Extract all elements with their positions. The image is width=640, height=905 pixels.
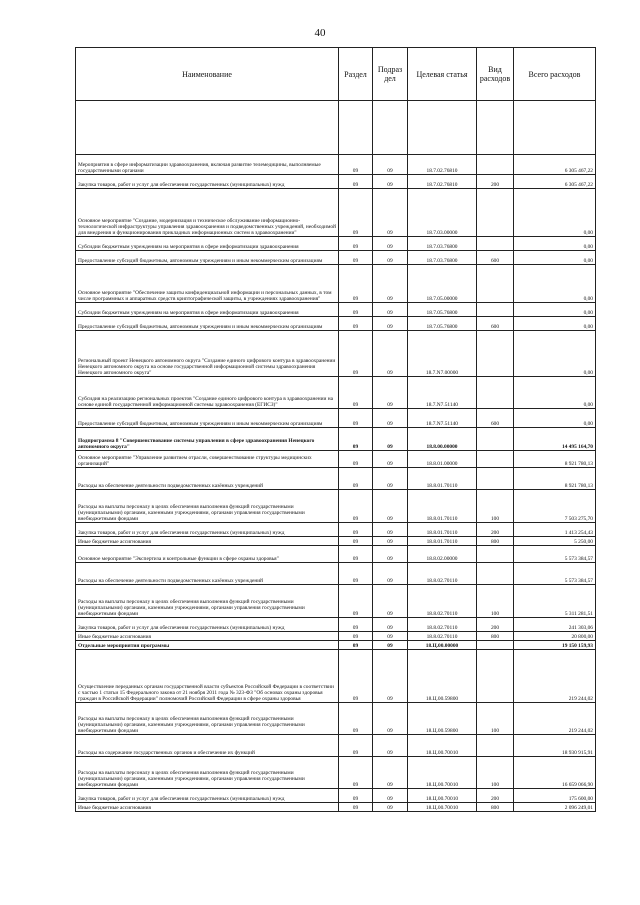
cell-vsego: 8 921 780,13 (514, 468, 596, 490)
cell-razdel: 09 (339, 735, 373, 757)
cell-razdel: 09 (339, 537, 373, 546)
cell-razdel: 09 (339, 428, 373, 451)
table-header-row (76, 48, 596, 101)
cell-celevaya: 18.7.N7.51140 (408, 377, 477, 409)
cell-razdel: 09 (339, 546, 373, 563)
cell-vsego: 241 303,06 (514, 618, 596, 632)
cell-podrazdel: 09 (373, 650, 408, 703)
cell-vsego: 14 495 164,70 (514, 428, 596, 451)
table-row (76, 189, 596, 237)
cell-name: Субсидии бюджетным учреждениям на мероприятия в сфере информатизации здравоохранения (76, 237, 339, 251)
cell-name: Региональный проект Ненецкого автономного округа "Создание единого цифрового контура в здравоохранении Ненецкого автономного округа на основе государственной информационной системы здравоохранения Ненецкого автономного округа" (76, 331, 339, 377)
cell-name: Расходы на содержание государственных органов и обеспечение их функций (76, 735, 339, 757)
cell-razdel: 09 (339, 757, 373, 789)
cell-vid (477, 563, 514, 585)
cell-podrazdel: 09 (373, 468, 408, 490)
table-row (76, 490, 596, 523)
cell-name: Основное мероприятие "Обеспечение защиты конфиденциальной информации и персональных данных, в том числе программных и аппаратных средств криптографической защиты, в учреждениях здравоохранения" (76, 265, 339, 303)
cell-podrazdel: 09 (373, 175, 408, 189)
cell-vsego: 18 930 915,91 (514, 735, 596, 757)
cell-celevaya: 18.7.05.00000 (408, 265, 477, 303)
cell-vid (477, 155, 514, 175)
cell-vsego: 0,00 (514, 189, 596, 237)
cell-vsego: 19 150 159,93 (514, 641, 596, 650)
cell-podrazdel: 09 (373, 537, 408, 546)
cell-vid: 100 (477, 585, 514, 618)
cell-vid (477, 641, 514, 650)
cell-vsego: 175 600,00 (514, 789, 596, 803)
cell-celevaya: 18.Ц.00.70010 (408, 789, 477, 803)
cell-name: Иные бюджетные ассигнования (76, 537, 339, 546)
cell-vsego: 6 305 467,22 (514, 155, 596, 175)
header-vid: Вид расходов (477, 48, 514, 101)
cell-podrazdel: 09 (373, 251, 408, 265)
cell-podrazdel: 09 (373, 585, 408, 618)
cell-vsego: 0,00 (514, 331, 596, 377)
table-row (76, 155, 596, 175)
cell-podrazdel: 09 (373, 303, 408, 317)
cell-vid (477, 265, 514, 303)
cell-vsego: 8 921 780,13 (514, 451, 596, 468)
table-row (76, 563, 596, 585)
table-row (76, 585, 596, 618)
cell-vsego: 1 413 254,43 (514, 523, 596, 537)
cell-celevaya: 18.7.03.76800 (408, 251, 477, 265)
cell-celevaya: 18.7.05.76800 (408, 317, 477, 331)
table-row (76, 641, 596, 650)
cell-celevaya: 18.Ц.00.00000 (408, 641, 477, 650)
cell-razdel: 09 (339, 251, 373, 265)
cell-razdel: 09 (339, 265, 373, 303)
cell-podrazdel: 09 (373, 641, 408, 650)
cell-name: Закупка товаров, работ и услуг для обеспечения государственных (муниципальных) нужд (76, 523, 339, 537)
cell-name: Основное мероприятие "Управление развитием отрасли, совершенствование структуры медицинских организаций" (76, 451, 339, 468)
cell-razdel: 09 (339, 303, 373, 317)
cell-podrazdel: 09 (373, 237, 408, 251)
cell-vid (477, 377, 514, 409)
cell-celevaya: 18.8.02.70110 (408, 618, 477, 632)
header-razdel: Раздел (339, 48, 373, 101)
cell-razdel: 09 (339, 331, 373, 377)
cell-podrazdel: 09 (373, 377, 408, 409)
cell-name: Расходы на обеспечение деятельности подведомственных казённых учреждений (76, 468, 339, 490)
cell-vsego: 5 311 281,51 (514, 585, 596, 618)
cell-vid (477, 650, 514, 703)
cell-celevaya: 18.7.02.76810 (408, 155, 477, 175)
cell-razdel: 09 (339, 585, 373, 618)
header-name: Наименование (76, 48, 339, 101)
cell-vsego: 0,00 (514, 409, 596, 428)
cell-podrazdel: 09 (373, 189, 408, 237)
cell-podrazdel: 09 (373, 735, 408, 757)
cell-razdel: 09 (339, 317, 373, 331)
cell-podrazdel: 09 (373, 757, 408, 789)
cell-vid (477, 331, 514, 377)
cell-razdel: 09 (339, 650, 373, 703)
header-podrazdel: Подраз дел (373, 48, 408, 101)
cell-razdel: 09 (339, 451, 373, 468)
cell-celevaya: 18.8.02.70110 (408, 632, 477, 641)
cell-name: Иные бюджетные ассигнования (76, 803, 339, 812)
cell-podrazdel: 09 (373, 703, 408, 735)
cell-podrazdel: 09 (373, 331, 408, 377)
cell-razdel: 09 (339, 618, 373, 632)
cell-razdel: 09 (339, 490, 373, 523)
cell-vid (477, 468, 514, 490)
cell-celevaya: 18.8.01.70110 (408, 537, 477, 546)
cell-name: Иные бюджетные ассигнования (76, 632, 339, 641)
cell-podrazdel: 09 (373, 155, 408, 175)
cell-vid: 800 (477, 803, 514, 812)
cell-podrazdel: 09 (373, 451, 408, 468)
cell-vsego: 219 244,02 (514, 703, 596, 735)
cell-celevaya: 18.8.01.70110 (408, 523, 477, 537)
cell-podrazdel: 09 (373, 789, 408, 803)
cell-celevaya: 18.8.02.00000 (408, 546, 477, 563)
cell-vsego: 0,00 (514, 265, 596, 303)
cell-celevaya: 18.8.01.70110 (408, 490, 477, 523)
cell-razdel: 09 (339, 563, 373, 585)
cell-name: Расходы на выплаты персоналу в целях обеспечения выполнения функций государственными (муниципальными) органами, казенными учреждениями, органами управления государственными внебюджетными фондами (76, 757, 339, 789)
table-row (76, 789, 596, 803)
table-row (76, 703, 596, 735)
cell-vid: 100 (477, 757, 514, 789)
cell-name: Предоставление субсидий бюджетным, автономным учреждениям и иным некоммерческим организациям (76, 409, 339, 428)
cell-razdel: 09 (339, 155, 373, 175)
cell-celevaya: 18.7.03.76800 (408, 237, 477, 251)
cell-podrazdel: 09 (373, 803, 408, 812)
cell-vid (477, 189, 514, 237)
cell-name: Закупка товаров, работ и услуг для обеспечения государственных (муниципальных) нужд (76, 175, 339, 189)
cell-name: Основное мероприятие "Экспертиза и контрольные функции в сфере охраны здоровья" (76, 546, 339, 563)
table-body (76, 101, 596, 812)
cell-celevaya: 18.7.02.76810 (408, 175, 477, 189)
cell-vsego: 6 305 467,22 (514, 175, 596, 189)
cell-podrazdel: 09 (373, 523, 408, 537)
cell-razdel: 09 (339, 189, 373, 237)
table-row (76, 317, 596, 331)
cell-podrazdel: 09 (373, 546, 408, 563)
budget-table (75, 47, 596, 812)
cell-vsego: 219 244,02 (514, 650, 596, 703)
cell-name: Предоставление субсидий бюджетным, автономным учреждениям и иным некоммерческим организациям (76, 317, 339, 331)
table-row (76, 331, 596, 377)
cell-vid (477, 451, 514, 468)
cell-vsego: 16 659 066,90 (514, 757, 596, 789)
table-row (76, 757, 596, 789)
cell-name: Расходы на выплаты персоналу в целях обеспечения выполнения функций государственными (муниципальными) органами, казенными учреждениями, органами управления государственными внебюджетными фондами (76, 585, 339, 618)
cell-podrazdel: 09 (373, 265, 408, 303)
cell-celevaya: 18.Ц.00.59800 (408, 703, 477, 735)
cell-razdel: 09 (339, 409, 373, 428)
cell-razdel: 09 (339, 175, 373, 189)
page-number: 40 (314, 27, 326, 39)
cell-celevaya: 18.7.N7.51140 (408, 409, 477, 428)
cell-podrazdel: 09 (373, 317, 408, 331)
table-row (76, 303, 596, 317)
cell-vid: 200 (477, 175, 514, 189)
table-row (76, 237, 596, 251)
cell-name: Закупка товаров, работ и услуг для обеспечения государственных (муниципальных) нужд (76, 789, 339, 803)
cell-name: Закупка товаров, работ и услуг для обеспечения государственных (муниципальных) нужд (76, 618, 339, 632)
cell-vid: 600 (477, 409, 514, 428)
cell-name: Расходы на выплаты персоналу в целях обеспечения выполнения функций государственными (муниципальными) органами, казенными учреждениями, органами управления государственными внебюджетными фондами (76, 703, 339, 735)
header-celevaya: Целевая статья (408, 48, 477, 101)
cell-celevaya: 18.8.01.70110 (408, 468, 477, 490)
table-row (76, 409, 596, 428)
cell-celevaya: 18.Ц.00.70010 (408, 735, 477, 757)
cell-name: Расходы на выплаты персоналу в целях обеспечения выполнения функций государственными (муниципальными) органами, казенными учреждениями, органами управления государственными внебюджетными фондами (76, 490, 339, 523)
cell-name: Отдельные мероприятия программы (76, 641, 339, 650)
cell-razdel: 09 (339, 789, 373, 803)
cell-celevaya: 18.8.02.70110 (408, 563, 477, 585)
header-vsego: Всего расходов (514, 48, 596, 101)
cell-celevaya: 18.8.01.00000 (408, 451, 477, 468)
cell-vid: 100 (477, 703, 514, 735)
cell-celevaya: 18.7.05.76800 (408, 303, 477, 317)
table-row (76, 468, 596, 490)
table-row (76, 546, 596, 563)
cell-vsego: 5 250,00 (514, 537, 596, 546)
table-row (76, 428, 596, 451)
cell-vid (477, 428, 514, 451)
cell-razdel: 09 (339, 237, 373, 251)
cell-celevaya: 18.7.03.00000 (408, 189, 477, 237)
cell-celevaya: 18.8.00.00000 (408, 428, 477, 451)
cell-vid: 200 (477, 618, 514, 632)
cell-vid: 800 (477, 632, 514, 641)
cell-vid (477, 303, 514, 317)
cell-podrazdel: 09 (373, 632, 408, 641)
table-row (76, 537, 596, 546)
cell-razdel: 09 (339, 523, 373, 537)
cell-razdel: 09 (339, 803, 373, 812)
cell-razdel: 09 (339, 641, 373, 650)
cell-celevaya: 18.7.N7.00000 (408, 331, 477, 377)
table-spacer-row (76, 101, 596, 155)
cell-celevaya: 18.Ц.00.70010 (408, 803, 477, 812)
table-row (76, 265, 596, 303)
table-row (76, 175, 596, 189)
table-row (76, 650, 596, 703)
cell-name: Предоставление субсидий бюджетным, автономным учреждениям и иным некоммерческим организациям (76, 251, 339, 265)
table-row (76, 251, 596, 265)
cell-vid (477, 735, 514, 757)
cell-podrazdel: 09 (373, 409, 408, 428)
cell-vid (477, 546, 514, 563)
cell-razdel: 09 (339, 468, 373, 490)
cell-vsego: 2 096 249,01 (514, 803, 596, 812)
cell-celevaya: 18.8.02.70110 (408, 585, 477, 618)
cell-vid: 600 (477, 317, 514, 331)
cell-podrazdel: 09 (373, 618, 408, 632)
cell-name: Расходы на обеспечение деятельности подведомственных казённых учреждений (76, 563, 339, 585)
cell-razdel: 09 (339, 377, 373, 409)
cell-vsego: 5 573 384,57 (514, 546, 596, 563)
table-row (76, 618, 596, 632)
cell-vid: 200 (477, 789, 514, 803)
table-row (76, 377, 596, 409)
cell-podrazdel: 09 (373, 563, 408, 585)
table-row (76, 523, 596, 537)
cell-vid: 200 (477, 523, 514, 537)
cell-razdel: 09 (339, 703, 373, 735)
cell-vid (477, 237, 514, 251)
cell-podrazdel: 09 (373, 428, 408, 451)
cell-vsego: 0,00 (514, 251, 596, 265)
cell-vsego: 5 573 384,57 (514, 563, 596, 585)
table-row (76, 451, 596, 468)
table-row (76, 735, 596, 757)
cell-vsego: 0,00 (514, 377, 596, 409)
cell-vsego: 0,00 (514, 303, 596, 317)
cell-vsego: 20 800,00 (514, 632, 596, 641)
cell-podrazdel: 09 (373, 490, 408, 523)
cell-name: Подпрограмма 8 "Совершенствование системы управления в сфере здравоохранения Ненецкого автономного округа" (76, 428, 339, 451)
cell-vid: 100 (477, 490, 514, 523)
cell-vsego: 0,00 (514, 237, 596, 251)
cell-celevaya: 18.Ц.00.70010 (408, 757, 477, 789)
cell-name: Основное мероприятие "Создание, модернизация и техническое обслуживание информационно-технологической инфраструктуры управления здравоохранения и подведомственных учреждений, необходимой для внедрения и функционирования прикладных информационных систем в здравоохранении" (76, 189, 339, 237)
cell-vid: 800 (477, 537, 514, 546)
table-row (76, 632, 596, 641)
cell-name: Мероприятия в сфере информатизации здравоохранения, включая развитие телемедицины, выполняемые государственными органами (76, 155, 339, 175)
cell-name: Осуществление переданных органам государственной власти субъектов Российской Федерации в соответствии с частью 1 статьи 15 Федерального закона от 21 ноября 2011 года № 323-ФЗ "Об основах охраны здоровья граждан в Российской Федерации" полномочий Российской Федерации в сфере охраны здоровья (76, 650, 339, 703)
cell-vsego: 7 503 275,70 (514, 490, 596, 523)
cell-name: Субсидия на реализацию региональных проектов "Создание единого цифрового контура в здравоохранении на основе единой государственной информационной системы здравоохранения (ЕГИСЗ)" (76, 377, 339, 409)
table-row (76, 803, 596, 812)
cell-name: Субсидии бюджетным учреждениям на мероприятия в сфере информатизации здравоохранения (76, 303, 339, 317)
cell-vid: 600 (477, 251, 514, 265)
cell-vsego: 0,00 (514, 317, 596, 331)
cell-celevaya: 18.Ц.00.59800 (408, 650, 477, 703)
cell-razdel: 09 (339, 632, 373, 641)
